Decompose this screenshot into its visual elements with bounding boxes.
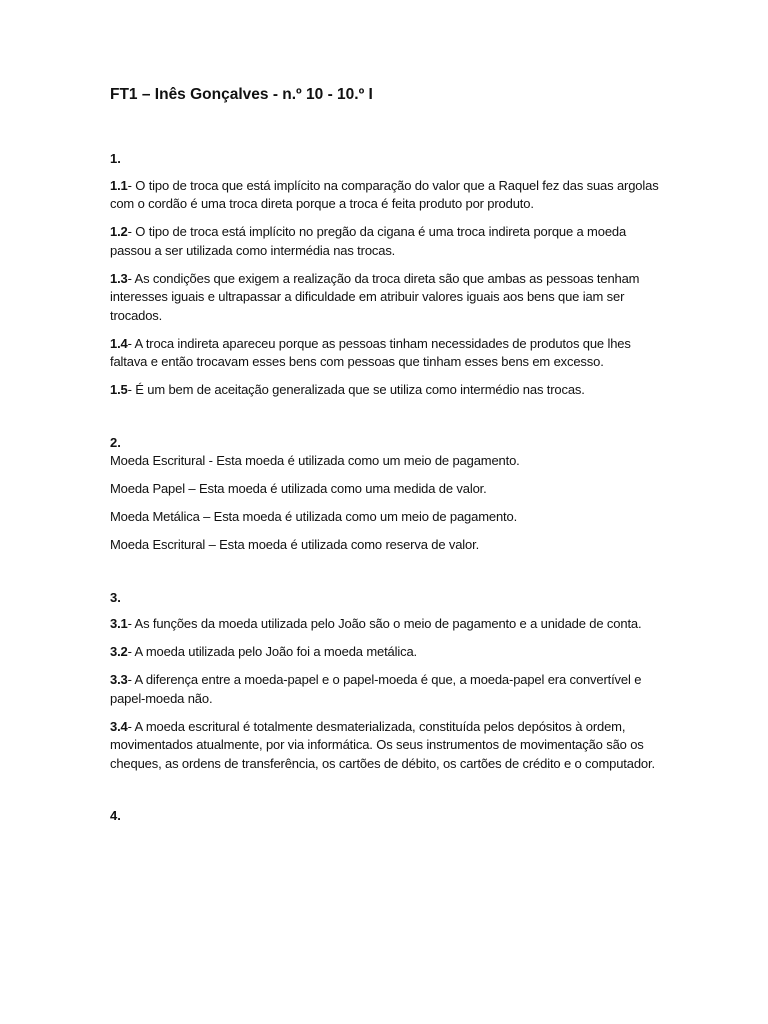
answer-text: - O tipo de troca está implícito no pregão da cigana é uma troca indireta porque a moeda passou a ser utilizada como intermédia nas trocas. xyxy=(110,224,627,258)
section-2 xyxy=(110,434,670,555)
answer-label: 3.1 xyxy=(110,616,128,631)
answer-paragraph xyxy=(110,270,670,326)
section-number: 1. xyxy=(110,151,121,166)
answer-text: - O tipo de troca que está implícito na comparação do valor que a Raquel fez das suas argolas com o cordão é uma troca direta porque a troca é feita produto por produto. xyxy=(110,177,659,211)
answer-paragraph xyxy=(110,615,670,634)
section-number: 3. xyxy=(110,589,121,605)
section-number: 4. xyxy=(110,808,121,823)
answer-text: - A moeda escritural é totalmente desmaterializada, constituída pelos depósitos à ordem, movimentados atualmente, por via informática. Os seus instrumentos de movimentação são os cheques, as ordens de transferência, os cartões de débito, os cartões de crédito e o computador. xyxy=(110,718,655,771)
answer-paragraph xyxy=(110,452,670,471)
answer-paragraph xyxy=(110,177,670,214)
answer-label: 3.2 xyxy=(110,644,128,659)
section-4 xyxy=(110,807,670,826)
answer-text: - As condições que exigem a realização da troca direta são que ambas as pessoas tenham interesses iguais e ultrapassar a dificuldade em atribuir valores iguais aos bens que iam ser trocados. xyxy=(110,270,640,323)
answer-label: 3.3 xyxy=(110,672,128,687)
answer-text: - A diferença entre a moeda-papel e o papel-moeda é que, a moeda-papel era convertível e papel-moeda não. xyxy=(110,672,642,706)
answer-text: Moeda Papel – Esta moeda é utilizada como uma medida de valor. xyxy=(110,481,487,496)
answer-paragraph xyxy=(110,381,670,400)
answer-paragraph xyxy=(110,643,670,662)
answer-text: Moeda Escritural – Esta moeda é utilizada como reserva de valor. xyxy=(110,537,480,552)
answer-text: - As funções da moeda utilizada pelo João são o meio de pagamento e a unidade de conta. xyxy=(127,616,642,631)
answer-paragraph xyxy=(110,536,670,555)
answer-text: Moeda Metálica – Esta moeda é utilizada como um meio de pagamento. xyxy=(110,509,518,524)
section-1 xyxy=(110,150,670,400)
answer-text: Moeda Escritural - Esta moeda é utilizada como um meio de pagamento. xyxy=(110,453,520,468)
answer-paragraph xyxy=(110,480,670,499)
document-body xyxy=(110,84,670,834)
answer-text: - É um bem de aceitação generalizada que se utiliza como intermédio nas trocas. xyxy=(127,382,585,397)
answer-paragraph xyxy=(110,671,670,708)
section-3 xyxy=(110,589,670,774)
answer-label: 1.2 xyxy=(110,224,128,239)
answer-text: - A troca indireta apareceu porque as pessoas tinham necessidades de produtos que lhes faltava e então trocavam esses bens com pessoas que tinham esses bens em excesso. xyxy=(110,335,631,369)
answer-label: 1.1 xyxy=(110,177,128,193)
answer-paragraph xyxy=(110,718,670,774)
answer-paragraph xyxy=(110,508,670,527)
answer-label: 1.4 xyxy=(110,335,128,351)
answer-text: - A moeda utilizada pelo João foi a moeda metálica. xyxy=(127,644,417,659)
answer-label: 1.3 xyxy=(110,270,128,286)
answer-paragraph xyxy=(110,335,670,372)
answer-label: 3.4 xyxy=(110,718,128,734)
answer-label: 1.5 xyxy=(110,382,128,397)
answer-paragraph xyxy=(110,223,670,260)
section-number: 2. xyxy=(110,434,121,450)
document-title: FT1 – Inês Gonçalves - n.º 10 - 10.º I xyxy=(110,86,373,103)
